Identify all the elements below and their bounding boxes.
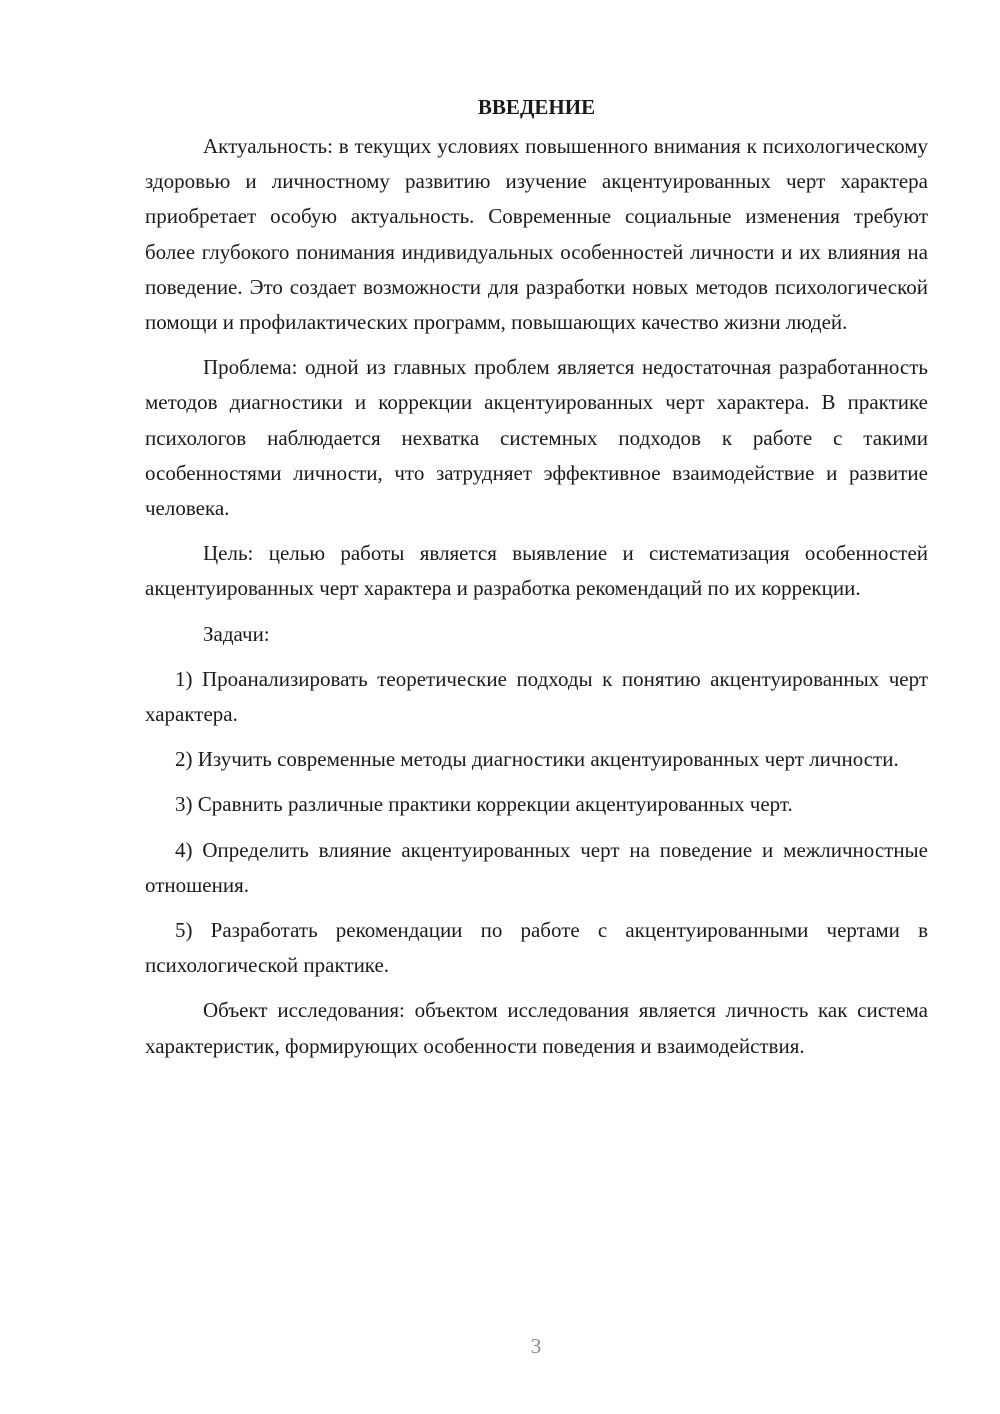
paragraph-goal: Цель: целью работы является выявление и систематизация особенностей акцентуированных черт характера и разработка рекомендаций по их коррекции. [145, 541, 928, 601]
task-item-1: 1) Проанализировать теоретические подходы к понятию акцентуированных черт характера. [145, 666, 928, 727]
task-item-5: 5) Разработать рекомендации по работе с акцентуированными чертами в психологической практике. [145, 918, 928, 978]
document-page [145, 90, 928, 1074]
paragraph-object: Объект исследования: объектом исследования является личность как система характеристик, формирующих особенности поведения и взаимодействия. [145, 998, 928, 1058]
task-item-2: 2) Изучить современные методы диагностики акцентуированных черт личности. [175, 747, 899, 772]
tasks-heading: Задачи: [203, 621, 270, 646]
task-item-4: 4) Определить влияние акцентуированных черт на поведение и межличностные отношения. [145, 837, 928, 897]
paragraph-problem: Проблема: одной из главных проблем является недостаточная разработанность методов диагностики и коррекции акцентуированных черт характера. В практике психологов наблюдается нехватка системных подходов к работе с такими особенностями личности, что затрудняет эффективное взаимодействие и развитие человека. [145, 355, 928, 521]
paragraph-relevance: Актуальность: в текущих условиях повышенного внимания к психологическому здоровью и личностному развитию изучение акцентуированных черт характера приобретает особую актуальность. Современные социальные изменения требуют более глубокого понимания индивидуальных особенностей личности и их влияния на поведение. Это создает возможности для разработки новых методов психологической помощи и профилактических программ, повышающих качество жизни людей. [145, 134, 928, 335]
page-number: 3 [530, 1334, 542, 1358]
task-item-3: 3) Сравнить различные практики коррекции акцентуированных черт. [175, 792, 793, 817]
section-heading: ВВЕДЕНИЕ [477, 95, 596, 119]
